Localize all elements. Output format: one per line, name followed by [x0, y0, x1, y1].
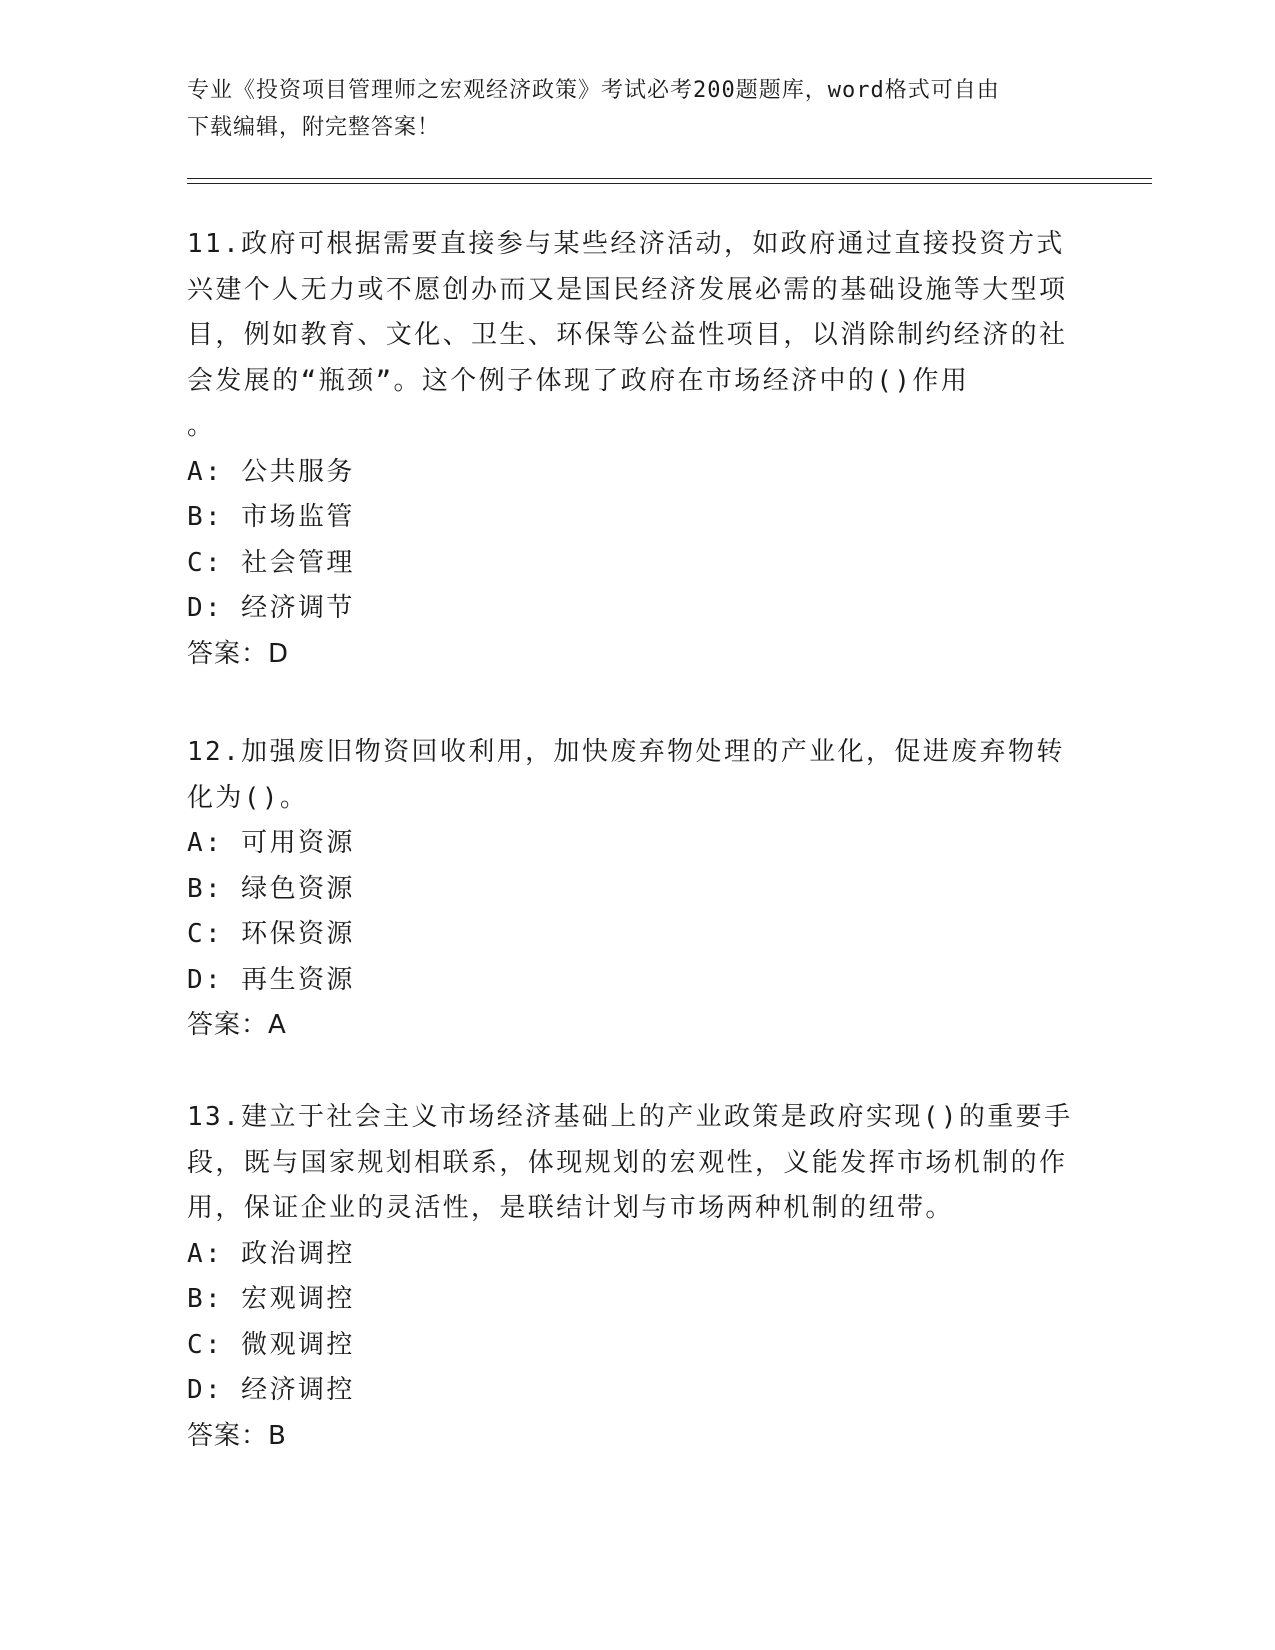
header-line-2: 下载编辑，附完整答案！: [187, 115, 441, 140]
option-a: [187, 1232, 1087, 1278]
option-label: 宏观调控: [241, 1284, 355, 1314]
header-line-1: 专业《投资项目管理师之宏观经济政策》考试必考200题题库，word格式可自由: [187, 78, 1000, 103]
document-header: [187, 72, 1087, 146]
option-label: 可用资源: [241, 828, 355, 858]
answer-text: 答案：A: [187, 1010, 287, 1040]
answer-text: 答案：B: [187, 1420, 287, 1451]
option-a: [187, 821, 1087, 867]
question-text-tail: 。: [187, 411, 216, 441]
option-a: [187, 450, 1087, 496]
answer-text: 答案：D: [187, 638, 290, 669]
option-letter: C:: [187, 1329, 224, 1360]
option-letter: D:: [187, 593, 224, 623]
option-letter: D:: [187, 1375, 224, 1405]
option-d: [187, 1368, 1087, 1414]
question-text: 12.加强废旧物资回收利用，加快废弃物处理的产业化，促进废弃物转化为()。: [187, 737, 1065, 813]
option-label: 经济调节: [241, 593, 355, 623]
option-letter: B:: [187, 502, 224, 532]
option-b: [187, 1277, 1087, 1323]
option-label: 公共服务: [241, 456, 355, 487]
question-13: [187, 1095, 1087, 1459]
question-text: 11.政府可根据需要直接参与某些经济活动，如政府通过直接投资方式兴建个人无力或不愿创办而又是国民经济发展必需的基础设施等大型项目，例如教育、文化、卫生、环保等公益性项目，以消除制约经济的社会发展的“瓶颈”。这个例子体现了政府在市场经济中的()作用: [187, 229, 1068, 396]
option-label: 绿色资源: [241, 873, 355, 904]
option-letter: C:: [187, 547, 224, 578]
option-letter: A:: [187, 456, 224, 487]
option-label: 经济调控: [241, 1375, 355, 1405]
option-c: [187, 1323, 1087, 1369]
option-d: [187, 958, 1087, 1004]
question-12: [187, 730, 1087, 1049]
question-text: 13.建立于社会主义市场经济基础上的产业政策是政府实现()的重要手段，既与国家规划相联系，体现规划的宏观性，义能发挥市场机制的作用，保证企业的灵活性，是联结计划与市场两种机制的纽带。: [187, 1102, 1073, 1223]
option-letter: A:: [187, 828, 224, 858]
question-11: [187, 222, 1087, 677]
option-b: [187, 867, 1087, 913]
option-label: 政治调控: [241, 1238, 355, 1269]
header-divider-top: [187, 178, 1152, 179]
option-label: 再生资源: [241, 964, 355, 995]
option-d: [187, 586, 1087, 632]
option-letter: A:: [187, 1238, 224, 1269]
option-label: 市场监管: [241, 502, 355, 532]
option-letter: B:: [187, 873, 224, 904]
option-letter: B:: [187, 1284, 224, 1314]
option-letter: C:: [187, 919, 224, 949]
option-c: [187, 541, 1087, 587]
option-b: [187, 495, 1087, 541]
option-label: 微观调控: [241, 1329, 355, 1360]
option-label: 环保资源: [241, 919, 355, 949]
option-letter: D:: [187, 964, 224, 995]
header-divider-bottom: [187, 183, 1152, 184]
option-label: 社会管理: [241, 547, 355, 578]
option-c: [187, 912, 1087, 958]
